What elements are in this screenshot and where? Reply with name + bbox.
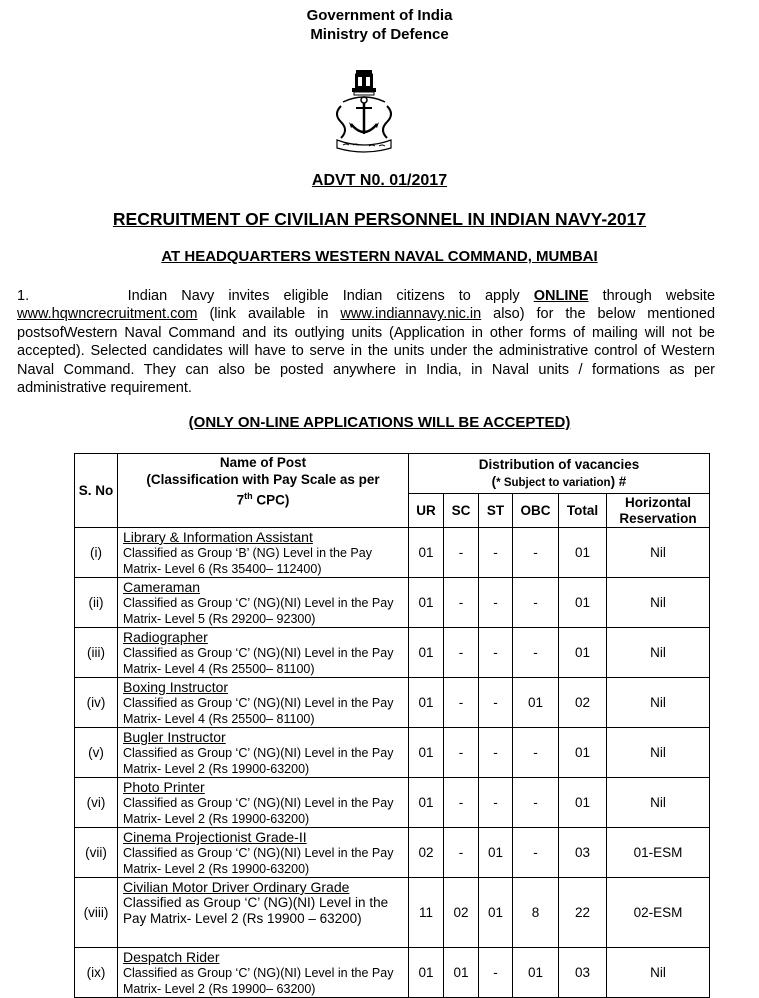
row-ur: 01	[409, 528, 444, 578]
table-row	[75, 778, 710, 828]
row-hr: Nil	[607, 728, 710, 778]
row-post	[118, 948, 409, 998]
row-st: 01	[479, 828, 513, 878]
row-sno: (v)	[75, 728, 118, 778]
table-row	[75, 528, 710, 578]
row-sc: -	[444, 528, 479, 578]
page-subtitle: AT HEADQUARTERS WESTERN NAVAL COMMAND, MUMBAI	[161, 248, 598, 265]
row-hr: 02-ESM	[607, 878, 710, 948]
row-sno: (i)	[75, 528, 118, 578]
row-total: 01	[559, 578, 607, 628]
row-sno: (iv)	[75, 678, 118, 728]
header-post-line3-post: CPC)	[252, 492, 290, 508]
row-post	[118, 778, 409, 828]
online-only-notice: (ONLY ON-LINE APPLICATIONS WILL BE ACCEPTED)	[188, 414, 571, 431]
table-row	[75, 578, 710, 628]
row-st: 01	[479, 878, 513, 948]
row-obc: 01	[513, 948, 559, 998]
row-ur: 01	[409, 778, 444, 828]
row-sc: 01	[444, 948, 479, 998]
row-ur: 01	[409, 728, 444, 778]
table-row	[75, 628, 710, 678]
row-ur: 11	[409, 878, 444, 948]
header-distribution-note: * Subject to variation	[496, 476, 611, 489]
header-post	[118, 454, 409, 528]
row-st: -	[479, 678, 513, 728]
online-emphasis: ONLINE	[533, 288, 589, 304]
row-sc: -	[444, 778, 479, 828]
website-link-indiannavy[interactable]: www.indiannavy.nic.in	[340, 306, 482, 323]
row-hr: Nil	[607, 578, 710, 628]
header-sno: S. No	[75, 454, 118, 528]
row-ur: 01	[409, 678, 444, 728]
row-total: 01	[559, 628, 607, 678]
post-classification: Classified as Group ‘C’ (NG)(NI) Level in the Pay Matrix- Level 2 (Rs 19900-63200)	[123, 796, 394, 826]
post-classification: Classified as Group ‘C’ (NG)(NI) Level in the Pay Matrix- Level 2 (Rs 19900 – 63200)	[123, 895, 389, 926]
row-post	[118, 578, 409, 628]
row-hr: Nil	[607, 628, 710, 678]
row-sc: 02	[444, 878, 479, 948]
row-hr: Nil	[607, 678, 710, 728]
row-total: 22	[559, 878, 607, 948]
table-row	[75, 728, 710, 778]
header-post-line2: (Classification with Pay Scale as per	[146, 471, 380, 487]
row-ur: 01	[409, 948, 444, 998]
row-post	[118, 678, 409, 728]
row-sno: (iii)	[75, 628, 118, 678]
navy-emblem-icon	[329, 66, 399, 154]
row-obc: 8	[513, 878, 559, 948]
ministry-heading: Ministry of Defence	[310, 26, 449, 43]
row-sno: (vii)	[75, 828, 118, 878]
table-row	[75, 828, 710, 878]
header-distribution-close: ) #	[610, 473, 627, 489]
paragraph-number: 1.	[17, 288, 30, 304]
post-name: Boxing Instructor	[123, 679, 229, 695]
vacancy-table	[74, 453, 710, 998]
row-st: -	[479, 948, 513, 998]
header-ur: UR	[409, 494, 444, 528]
header-distribution-title: Distribution of vacancies	[478, 456, 640, 472]
header-distribution-open: (	[491, 473, 497, 489]
row-hr: Nil	[607, 948, 710, 998]
row-sno: (ii)	[75, 578, 118, 628]
table-row	[75, 948, 710, 998]
post-name: Cinema Projectionist Grade-II	[123, 829, 307, 845]
row-sc: -	[444, 828, 479, 878]
table-row	[75, 678, 710, 728]
post-name: Library & Information Assistant	[123, 529, 313, 545]
post-classification: Classified as Group ‘C’ (NG)(NI) Level in the Pay Matrix- Level 2 (Rs 19900– 63200)	[123, 966, 394, 996]
row-sno: (vi)	[75, 778, 118, 828]
row-sc: -	[444, 628, 479, 678]
header-distribution	[409, 454, 710, 494]
header-horizontal-reservation: Horizontal Reservation	[607, 494, 710, 528]
government-heading: Government of India	[306, 7, 453, 24]
row-sno: (viii)	[75, 878, 118, 948]
row-obc: -	[513, 778, 559, 828]
paragraph-text-3: (link available in	[209, 306, 329, 323]
row-st: -	[479, 528, 513, 578]
post-classification: Classified as Group ‘C’ (NG)(NI) Level in the Pay Matrix- Level 2 (Rs 19900-63200)	[123, 746, 394, 776]
post-name: Despatch Rider	[123, 949, 220, 965]
row-obc: -	[513, 828, 559, 878]
post-name: Photo Printer	[123, 779, 205, 795]
row-st: -	[479, 728, 513, 778]
row-sno: (ix)	[75, 948, 118, 998]
row-hr: Nil	[607, 528, 710, 578]
row-post	[118, 828, 409, 878]
post-classification: Classified as Group ‘C’ (NG)(NI) Level in the Pay Matrix- Level 5 (Rs 29200– 92300)	[123, 596, 394, 626]
header-total: Total	[559, 494, 607, 528]
post-classification: Classified as Group ‘C’ (NG)(NI) Level in the Pay Matrix- Level 2 (Rs 19900-63200)	[123, 846, 394, 876]
row-sc: -	[444, 728, 479, 778]
row-hr: Nil	[607, 778, 710, 828]
header-post-line3-sup: th	[244, 491, 253, 501]
intro-paragraph	[17, 287, 715, 397]
website-link-hqwnc[interactable]: www.hqwncrecruitment.com	[17, 306, 198, 323]
row-ur: 01	[409, 628, 444, 678]
row-total: 02	[559, 678, 607, 728]
header-post-line3-pre: 7	[236, 492, 245, 508]
post-classification: Classified as Group ‘C’ (NG)(NI) Level in the Pay Matrix- Level 4 (Rs 25500– 81100)	[123, 696, 394, 726]
row-obc: -	[513, 578, 559, 628]
paragraph-text-2: through website	[602, 288, 716, 304]
paragraph-text-1: Indian Navy invites eligible Indian citizens to apply	[127, 288, 520, 304]
row-post	[118, 628, 409, 678]
row-total: 01	[559, 728, 607, 778]
row-sc: -	[444, 678, 479, 728]
post-classification: Classified as Group ‘B’ (NG) Level in the Pay Matrix- Level 6 (Rs 35400– 112400)	[123, 546, 372, 576]
post-name: Radiographer	[123, 629, 208, 645]
row-total: 03	[559, 948, 607, 998]
post-classification: Classified as Group ‘C’ (NG)(NI) Level in the Pay Matrix- Level 4 (Rs 25500– 81100)	[123, 646, 394, 676]
row-total: 03	[559, 828, 607, 878]
paragraph-text-4: also) for the below mentioned postsofWestern Naval Command and its outlying units (Application in other forms of mailing will not be accepted). Selected candidates will have to serve in the units under the administrative control of Western Naval Command. They can also be posted anywhere in India, in Naval units / formations as per administrative requirement.	[17, 306, 716, 397]
row-obc: -	[513, 628, 559, 678]
row-post	[118, 878, 409, 948]
row-post	[118, 728, 409, 778]
row-hr: 01-ESM	[607, 828, 710, 878]
vacancy-rows	[75, 528, 710, 998]
advertisement-number: ADVT N0. 01/2017	[311, 172, 448, 189]
page-title: RECRUITMENT OF CIVILIAN PERSONNEL IN INDIAN NAVY-2017	[112, 209, 647, 229]
header-obc: OBC	[513, 494, 559, 528]
post-name: Cameraman	[123, 579, 201, 595]
post-name: Civilian Motor Driver Ordinary Grade	[123, 879, 350, 895]
row-post	[118, 528, 409, 578]
table-row	[75, 878, 710, 948]
header-post-line1: Name of Post	[219, 455, 307, 470]
row-ur: 01	[409, 578, 444, 628]
header-st: ST	[479, 494, 513, 528]
row-st: -	[479, 778, 513, 828]
row-total: 01	[559, 778, 607, 828]
row-obc: -	[513, 728, 559, 778]
post-name: Bugler Instructor	[123, 729, 226, 745]
row-obc: 01	[513, 678, 559, 728]
row-obc: -	[513, 528, 559, 578]
row-st: -	[479, 628, 513, 678]
row-sc: -	[444, 578, 479, 628]
header-sc: SC	[444, 494, 479, 528]
row-st: -	[479, 578, 513, 628]
row-ur: 02	[409, 828, 444, 878]
row-total: 01	[559, 528, 607, 578]
